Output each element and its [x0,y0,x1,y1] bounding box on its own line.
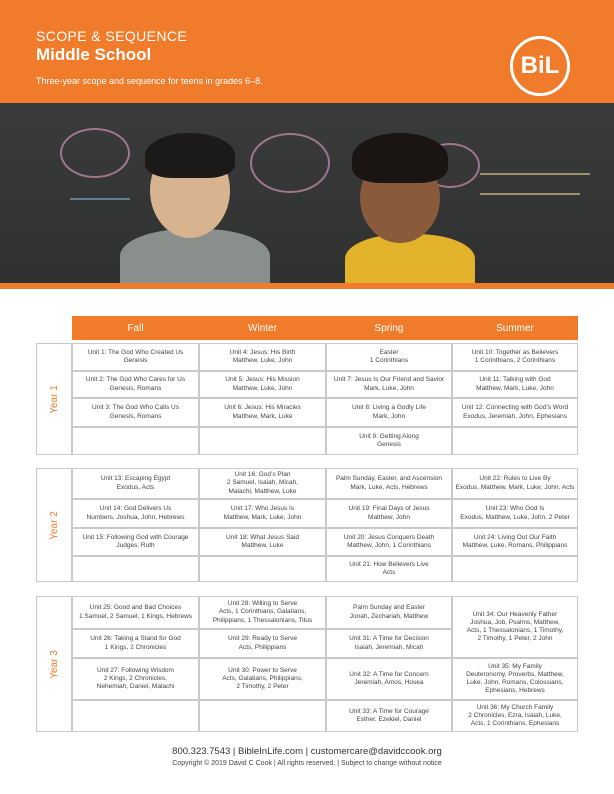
unit-cell [72,398,199,427]
unit-cell-line: Exodus, Jeremiah, John, Ephesians [463,412,567,420]
unit-cell-line: Easter [379,348,399,356]
unit-cell-line: Genesis [377,441,401,448]
unit-cell-line: Unit 26: Taking a Stand for God [90,635,181,643]
unit-cell-line: Unit 4: Jesus: His Birth [229,348,296,356]
unit-cell-line: Unit 30: Power to Serve [228,666,297,674]
unit-cell [326,343,452,371]
unit-cell [326,371,452,398]
unit-cell-line: Judges, Ruth [116,542,155,549]
unit-cell [326,556,452,582]
unit-cell-line: Unit 8: Living a Godly Life [351,404,427,412]
unit-cell-line: Unit 2: The God Who Cares for Us [85,376,186,384]
unit-cell-line: Unit 5: Jesus: His Mission [225,376,300,384]
unit-cell-line: Jeremiah, Amos, Hosea [354,679,424,686]
unit-cell [452,528,578,556]
unit-cell-line: Unit 22: Rules to Live By [479,475,551,483]
unit-cell [72,658,199,700]
unit-cell-line: Malachi, Matthew, Luke [228,487,297,495]
unit-cell-line: 2 Kings, 2 Chronicles, [103,674,168,682]
unit-cell-line: 1 Kings, 2 Chronicles [104,643,167,651]
page-description: Three-year scope and sequence for teens in grades 6–8. [36,76,263,86]
unit-cell-line: 2 Timothy, 2 Peter [236,683,289,691]
unit-cell-line: Unit 10: Together as Believers [471,348,559,356]
unit-cell-line: Unit 6: Jesus: His Miracles [224,404,301,412]
unit-cell-line: Matthew, Mark, Luke [232,412,293,420]
unit-cell [199,371,326,398]
unit-cell-line: Mark, Luke, John [364,384,414,392]
unit-cell [452,700,578,732]
unit-cell-line: Unit 24: Living Out Our Faith [473,533,557,541]
unit-cell [326,468,452,499]
unit-cell-line: Unit 23: Who God Is [485,505,545,513]
unit-cell-line: Unit 1: The God Who Created Us [87,348,184,356]
footer-contact: 800.323.7543 | BibleInLife.com | customercare@davidccook.org [172,746,442,757]
unit-cell-line: Unit 34: Our Heavenly Father [472,610,558,618]
unit-cell-line: 1 Samuel, 2 Samuel, 1 Kings, Hebrews [78,612,193,620]
unit-cell [326,629,452,658]
unit-cell-line: Unit 16: God’s Plan [234,471,291,479]
unit-cell [72,343,199,371]
year-label-cell [36,468,72,582]
unit-cell-line: Matthew, Luke [241,542,284,549]
unit-cell [199,700,326,732]
unit-cell-line: 1 Corinthians [369,357,409,364]
year-label: Year 1 [48,384,60,414]
page-title: SCOPE & SEQUENCE [36,28,188,44]
unit-cell-line: Unit 14: God Delivers Us [99,505,172,513]
unit-cell-line: Matthew, John, 1 Corinthians [347,542,431,549]
unit-cell [72,499,199,528]
year-label-cell [36,596,72,732]
unit-cell-line: Unit 13: Escaping Egypt [100,475,171,483]
unit-cell-line: Unit 20: Jesus Conquers Death [343,533,435,541]
unit-cell-line: Matthew, Luke, John [232,384,293,392]
unit-cell-line: Philippians, 1 Thessalonians, Titus [212,616,313,624]
unit-cell [452,499,578,528]
unit-cell-line: Unit 12: Connecting with God’s Word [461,404,569,412]
unit-cell [452,343,578,371]
unit-cell [199,427,326,455]
unit-cell [452,596,578,658]
unit-cell-line: Unit 17: Who Jesus Is [230,505,295,513]
unit-cell [199,556,326,582]
unit-cell-line: 2 Samuel, Isaiah, Micah, [226,479,299,487]
unit-cell-line: Acts, Philippians [238,643,287,651]
unit-cell-line: Unit 25: Good and Bad Choices [89,604,182,612]
unit-cell [326,398,452,427]
unit-cell-line: Unit 33: A Time for Courage [349,707,429,715]
unit-cell [199,528,326,556]
unit-cell [72,700,199,732]
unit-cell-line: Unit 28: Willing to Serve [227,600,298,608]
unit-cell [72,371,199,398]
unit-cell-line: Deuteronomy, Proverbs, Matthew, [466,670,564,678]
unit-cell-line: Exodus, Matthew, Mark, Luke, John, Acts [455,483,575,491]
unit-cell [72,556,199,582]
unit-cell [452,556,578,582]
unit-cell [199,343,326,371]
unit-cell [326,700,452,732]
unit-cell-line: Matthew, John [368,513,410,521]
unit-cell-line: Unit 15: Following God with Courage [82,533,189,541]
unit-cell-line: 1 Corinthians, 2 Corinthians [474,357,556,364]
unit-cell [326,658,452,700]
unit-cell-line: Isaiah, Jeremiah, Micah [354,643,424,651]
unit-cell-line: Unit 36: My Church Family [476,703,554,711]
unit-cell [72,427,199,455]
bil-logo: BiL [510,36,570,96]
unit-cell [452,658,578,700]
unit-cell-line: Acts, 1 Corinthians, Galatians, [218,608,307,616]
unit-cell [326,596,452,629]
hero-photo [0,103,614,289]
year-label-cell [36,343,72,455]
unit-cell-line: Unit 29: Ready to Serve [227,635,297,643]
unit-cell [199,629,326,658]
unit-cell-line: Genesis, Romans [109,384,162,392]
unit-cell-line: Genesis, Romans [109,412,162,420]
header-banner [0,0,614,103]
column-header-summer: Summer [452,316,578,340]
unit-cell [199,398,326,427]
unit-cell-line: Unit 11: Talking with God [479,376,551,384]
unit-cell [452,398,578,427]
unit-cell-line: Matthew, Luke, John [232,357,293,364]
unit-cell-line: Genesis [123,357,148,364]
unit-cell [199,499,326,528]
unit-cell-line: Acts, Galatians, Philippians, [222,674,303,682]
unit-cell-line: Unit 3: The God Who Calls Us [92,404,179,412]
column-header-spring: Spring [326,316,452,340]
unit-cell-line: Unit 31: A Time for Decision [349,635,429,643]
unit-cell [72,596,199,629]
year-label: Year 2 [48,510,60,540]
unit-cell-line: Unit 7: Jesus Is Our Friend and Savior [333,376,445,384]
unit-cell-line: Matthew, Mark, Luke, John [476,384,554,392]
unit-cell-line: 2 Timothy, 1 Peter, 2 John [477,635,553,643]
unit-cell-line: Unit 35: My Family [488,662,542,670]
unit-cell [72,468,199,499]
unit-cell-line: Exodus, Matthew, Luke, John, 2 Peter [460,513,570,521]
unit-cell [72,528,199,556]
unit-cell-line: Acts [382,569,396,576]
unit-cell [326,427,452,455]
unit-cell-line: Mark, John [372,412,406,420]
year-label: Year 3 [48,649,60,679]
unit-cell-line: Luke, John, Romans, Colossians, [466,679,564,686]
unit-cell [326,499,452,528]
unit-cell [326,528,452,556]
unit-cell-line: Acts, 1 Corinthians, Ephesians [470,720,560,728]
unit-cell-line: Nehemiah, Daniel, Malachi [96,683,175,691]
unit-cell-line: Esther, Ezekiel, Daniel [356,716,422,723]
unit-cell-line: Acts, 1 Thessalonians, 1 Timothy, [466,627,564,634]
unit-cell-line: 2 Chronicles, Ezra, Isaiah, Luke, [468,711,562,719]
unit-cell [199,658,326,700]
unit-cell-line: Palm Sunday, Easter, and Ascension [335,475,443,483]
column-header-fall: Fall [72,316,199,340]
unit-cell-line: Jonah, Zechariah, Matthew [349,612,429,620]
unit-cell-line: Exodus, Acts [116,483,155,491]
unit-cell-line: Unit 18: What Jesus Said [226,533,299,541]
unit-cell-line: Palm Sunday and Easter [353,604,425,612]
unit-cell-line: Unit 19: Final Days of Jesus [348,505,430,513]
unit-cell-line: Joshua, Job, Psalms, Matthew, [470,618,560,626]
unit-cell [199,468,326,499]
unit-cell [72,629,199,658]
unit-cell-line: Matthew, Luke, Romans, Philippians [462,542,568,549]
unit-cell [199,596,326,629]
unit-cell-line: Ephesians, Hebrews [485,687,545,695]
unit-cell [452,371,578,398]
unit-cell [452,427,578,455]
column-header-winter: Winter [199,316,326,340]
unit-cell-line: Unit 9: Getting Along [359,432,419,440]
unit-cell-line: Mark, Luke, Acts, Hebrews [350,483,428,491]
footer-copyright: Copyright © 2019 David C Cook | All rights reserved. | Subject to change without notice [172,760,442,767]
unit-cell-line: Unit 21: How Believers Live [349,560,429,568]
page-subtitle: Middle School [36,45,152,64]
unit-cell [452,468,578,499]
unit-cell-line: Matthew, Mark, Luke, John [223,513,302,521]
unit-cell-line: Unit 32: A Time for Concern [349,670,429,678]
unit-cell-line: Unit 27: Following Wisdom [97,666,174,674]
unit-cell-line: Numbers, Joshua, John, Hebrews [86,513,185,521]
